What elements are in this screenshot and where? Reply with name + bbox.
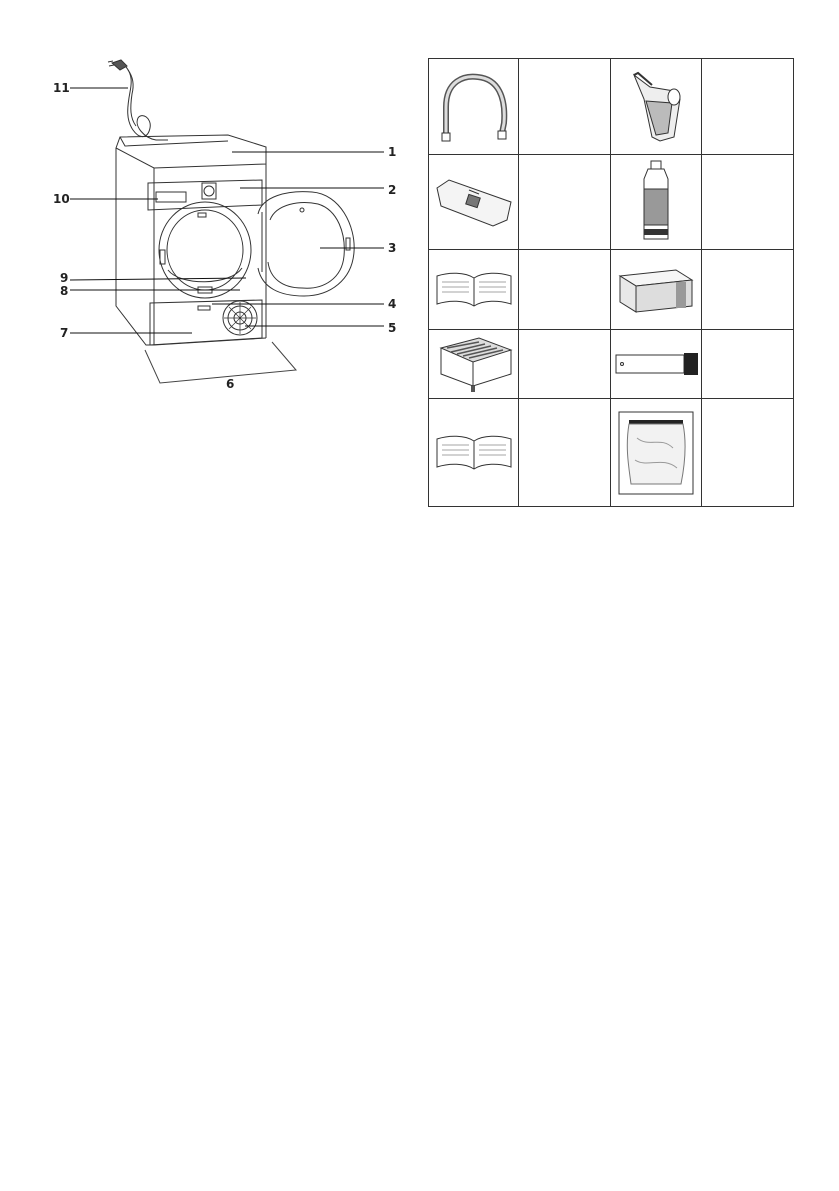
manual-book-icon bbox=[433, 270, 515, 310]
drying-basket-icon bbox=[433, 334, 515, 394]
dryer-body bbox=[116, 135, 354, 383]
accessory-label bbox=[519, 330, 611, 399]
callout-6: 6 bbox=[226, 377, 235, 391]
sensor-cleaning-brush-icon bbox=[612, 349, 700, 379]
callout-11: 11 bbox=[53, 81, 70, 95]
callout-7: 7 bbox=[60, 326, 69, 340]
accessory-label bbox=[701, 250, 793, 330]
accessory-label bbox=[519, 59, 611, 155]
accessory-image-cell bbox=[611, 155, 701, 250]
accessory-image-cell bbox=[429, 250, 519, 330]
filter-box-icon bbox=[614, 262, 698, 318]
accessories-table bbox=[428, 58, 794, 507]
accessory-image-cell bbox=[429, 155, 519, 250]
accessory-label bbox=[519, 399, 611, 507]
accessory-image-cell bbox=[611, 330, 701, 399]
table-row bbox=[429, 59, 794, 155]
callout-1: 1 bbox=[388, 145, 397, 159]
accessory-image-cell bbox=[429, 59, 519, 155]
power-cord-icon bbox=[108, 60, 168, 140]
lint-filter-sponge-icon bbox=[433, 172, 515, 232]
accessory-label bbox=[701, 330, 793, 399]
callout-8: 8 bbox=[60, 284, 69, 298]
accessory-label bbox=[701, 59, 793, 155]
callout-5: 5 bbox=[388, 321, 397, 335]
accessory-label bbox=[701, 155, 793, 250]
accessory-label bbox=[701, 399, 793, 507]
callout-3: 3 bbox=[388, 241, 397, 255]
table-row bbox=[429, 250, 794, 330]
accessory-image-cell bbox=[429, 399, 519, 507]
table-row bbox=[429, 399, 794, 507]
table-row bbox=[429, 155, 794, 250]
manual-book-icon bbox=[433, 433, 515, 473]
callout-leaders bbox=[70, 88, 384, 333]
callout-2: 2 bbox=[388, 183, 397, 197]
accessory-image-cell bbox=[611, 250, 701, 330]
accessory-label bbox=[519, 250, 611, 330]
callout-4: 4 bbox=[388, 297, 397, 311]
callout-9: 9 bbox=[60, 271, 69, 285]
callout-10: 10 bbox=[53, 192, 70, 206]
dryer-diagram bbox=[0, 0, 420, 420]
accessory-image-cell bbox=[429, 330, 519, 399]
laundry-bag-icon bbox=[615, 408, 697, 498]
water-tank-jug-icon bbox=[616, 67, 696, 147]
accessory-label bbox=[519, 155, 611, 250]
accessory-image-cell bbox=[611, 399, 701, 507]
table-row bbox=[429, 330, 794, 399]
cleaning-liquid-bottle-icon bbox=[636, 159, 676, 245]
accessory-image-cell bbox=[611, 59, 701, 155]
drain-hose-icon bbox=[434, 67, 514, 147]
